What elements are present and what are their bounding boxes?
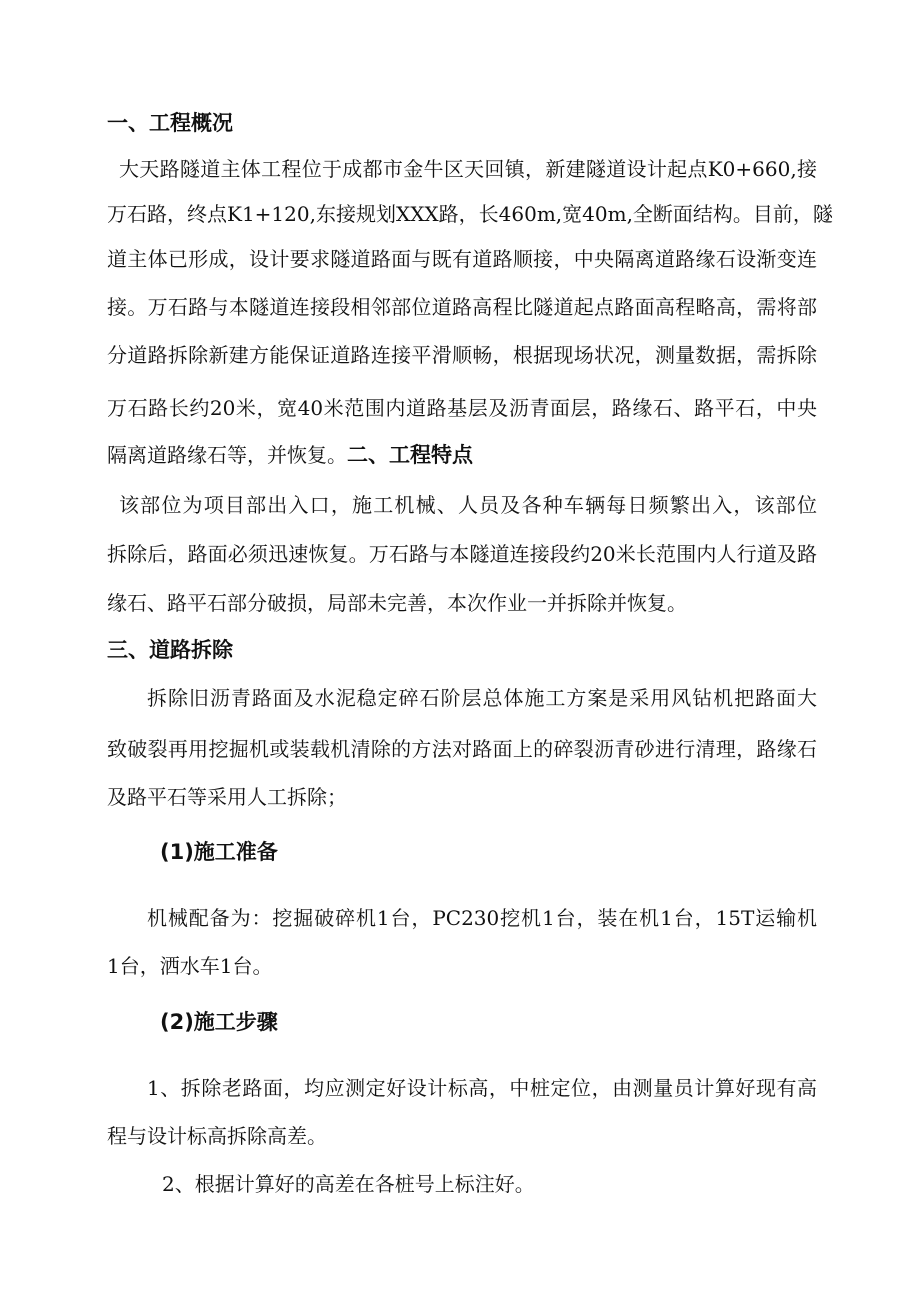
step-1-line-2: 程与设计标高拆除高差。 — [107, 1124, 327, 1148]
section-1-line-3: 道主体已形成，设计要求隧道路面与既有道路顺接，中央隔离道路缘石设渐变连 — [107, 247, 817, 271]
section-2-line-1: 该部位为项目部出入口，施工机械、人员及各种车辆每日频繁出入，该部位 — [119, 493, 817, 517]
step-2-line: 2、根据计算好的高差在各桩号上标注好。 — [162, 1172, 535, 1196]
section-2-line-2: 拆除后，路面必须迅速恢复。万石路与本隧道连接段约20米长范围内人行道及路 — [107, 542, 817, 566]
section-3-line-1: 拆除旧沥青路面及水泥稳定碎石阶层总体施工方案是采用风钻机把路面大 — [147, 686, 817, 710]
subsection-1-line-2: 1台，洒水车1台。 — [107, 954, 273, 978]
section-3-line-2: 致破裂再用挖掘机或装载机清除的方法对路面上的碎裂沥青砂进行清理，路缘石 — [107, 737, 817, 761]
section-1-heading: 一、工程概况 — [107, 111, 233, 135]
section-1-line-6: 万石路长约20米，宽40米范围内道路基层及沥青面层，路缘石、路平石，中央 — [107, 396, 817, 420]
subsection-2-heading: (2)施工步骤 — [160, 1010, 278, 1034]
section-1-last-text: 隔离道路缘石等，并恢复。 — [107, 443, 347, 467]
section-1-last-line — [107, 441, 817, 469]
subsection-1-heading: (1)施工准备 — [160, 840, 278, 864]
section-1-line-2: 万石路，终点K1+120,东接规划XXX路，长460m,宽40m,全断面结构。目前，隧 — [107, 202, 833, 226]
section-1-line-1: 大天路隧道主体工程位于成都市金牛区天回镇，新建隧道设计起点K0+660,接 — [119, 157, 817, 181]
subsection-1-line-1: 机械配备为：挖掘破碎机1台，PC230挖机1台，装在机1台，15T运输机 — [147, 906, 817, 930]
section-1-line-4: 接。万石路与本隧道连接段相邻部位道路高程比隧道起点路面高程略高，需将部 — [107, 295, 817, 319]
section-1-line-5: 分道路拆除新建方能保证道路连接平滑顺畅，根据现场状况，测量数据，需拆除 — [107, 343, 817, 367]
section-2-line-3: 缘石、路平石部分破损，局部未完善，本次作业一并拆除并恢复。 — [107, 591, 687, 615]
section-3-line-3: 及路平石等采用人工拆除； — [107, 785, 347, 809]
section-2-heading: 二、工程特点 — [347, 443, 473, 467]
step-1-line-1: 1、拆除老路面，均应测定好设计标高，中桩定位，由测量员计算好现有高 — [147, 1076, 817, 1100]
section-3-heading: 三、道路拆除 — [107, 638, 233, 662]
